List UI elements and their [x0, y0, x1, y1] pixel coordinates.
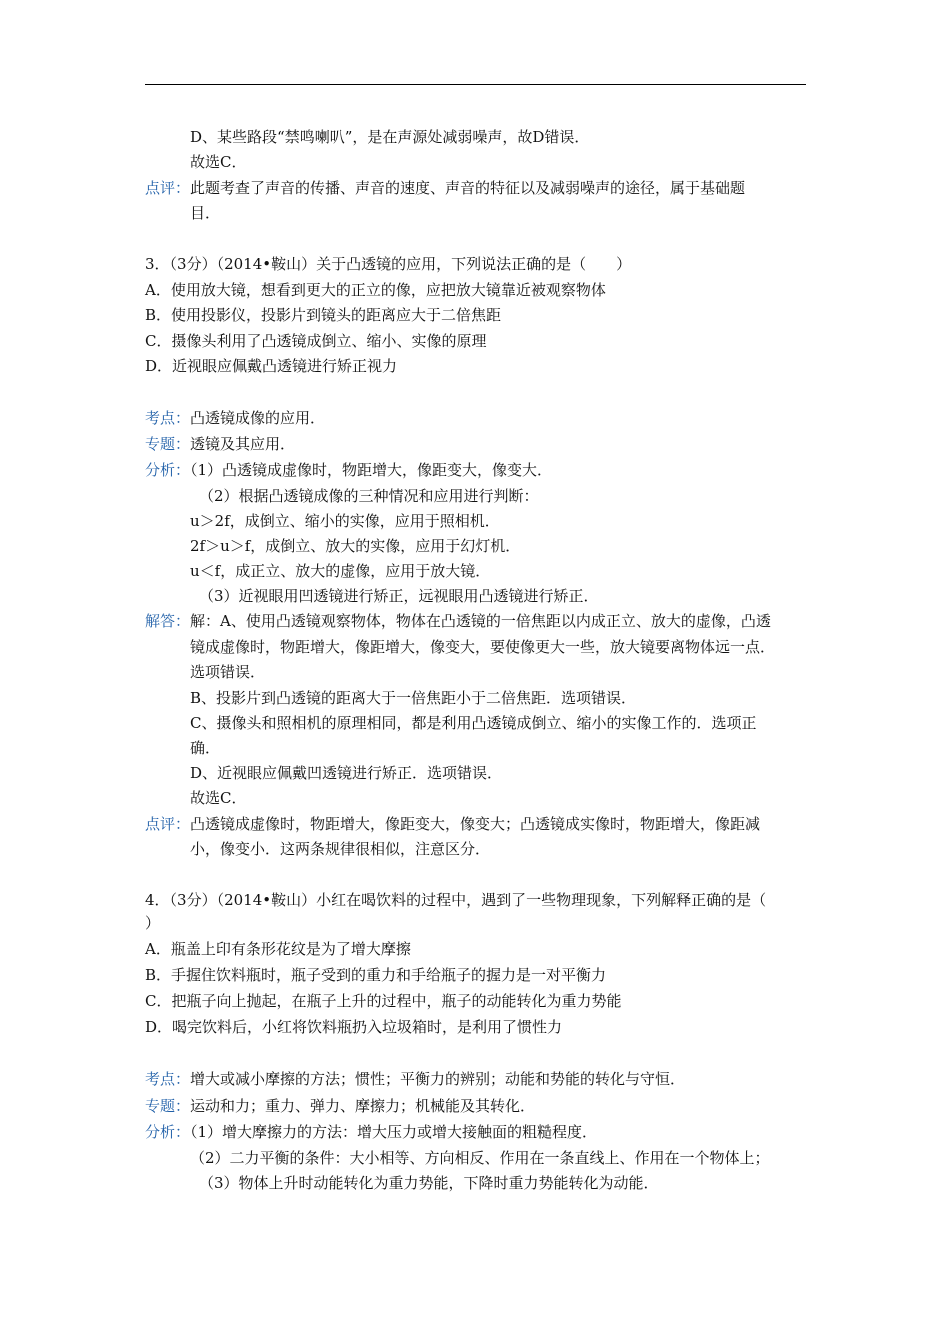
zhuanti-text: 运动和力；重力、弹力、摩擦力；机械能及其转化． — [190, 1097, 536, 1115]
comment-label: 点评： — [145, 179, 191, 197]
kaodian-label: 考点： — [145, 409, 191, 427]
jieda-label: 解答： — [145, 612, 191, 630]
jieda-text: 解：A、使用凸透镜观察物体，物体在凸透镜的一倍焦距以内成正立、放大的虚像，凸透 — [190, 612, 771, 630]
q3-fenxi — [145, 460, 552, 480]
q3-fenxi-line: （3）近视眼用凹透镜进行矫正，远视眼用凸透镜进行矫正． — [199, 587, 599, 605]
q3-dianping-line: 小，像变小．这两条规律很相似，注意区分． — [190, 840, 491, 858]
q3-option-a: A．使用放大镜，想看到更大的正立的像，应把放大镜靠近被观察物体 — [145, 281, 606, 299]
q3-jieda — [145, 611, 771, 631]
q4-kaodian — [145, 1069, 685, 1089]
fenxi-label: 分析： — [145, 1123, 191, 1141]
zhuanti-label: 专题： — [145, 435, 191, 453]
q3-option-d: D．近视眼应佩戴凸透镜进行矫正视力 — [145, 357, 398, 375]
q4-fenxi — [145, 1122, 597, 1142]
dianping-label: 点评： — [145, 815, 191, 833]
header-rule — [145, 84, 806, 85]
prev-comment — [145, 178, 745, 198]
prev-comment-cont: 目． — [190, 204, 221, 222]
q3-stem: 3．（3分）（2014•鞍山）关于凸透镜的应用，下列说法正确的是（ ） — [145, 255, 632, 273]
q3-fenxi-line: 2f＞u＞f，成倒立、放大的实像，应用于幻灯机． — [190, 537, 521, 555]
kaodian-label: 考点： — [145, 1070, 191, 1088]
q4-stem: 4．（3分）（2014•鞍山）小红在喝饮料的过程中，遇到了一些物理现象，下列解释正确的是（ — [145, 891, 767, 909]
q3-kaodian — [145, 408, 325, 428]
prev-answer-choice: 故选C． — [190, 153, 247, 171]
q3-jieda-line: 选项错误． — [190, 663, 266, 681]
q4-option-c: C．把瓶子向上抛起，在瓶子上升的过程中，瓶子的动能转化为重力势能 — [145, 992, 622, 1010]
fenxi-text: （1）凸透镜成虚像时，物距增大，像距变大，像变大． — [190, 461, 553, 479]
zhuanti-label: 专题： — [145, 1097, 191, 1115]
dianping-text: 凸透镜成虚像时，物距增大，像距变大，像变大；凸透镜成实像时，物距增大，像距减 — [190, 815, 761, 833]
q4-stem-cont: ） — [145, 914, 161, 932]
q4-fenxi-line: （2）二力平衡的条件：大小相等、方向相反、作用在一条直线上、作用在一个物体上； — [190, 1149, 770, 1167]
kaodian-text: 增大或减小摩擦的方法；惯性；平衡力的辨别；动能和势能的转化与守恒． — [190, 1070, 686, 1088]
q3-jieda-line: B、投影片到凸透镜的距离大于一倍焦距小于二倍焦距．选项错误． — [190, 689, 637, 707]
q3-jieda-line: 镜成虚像时，物距增大，像距增大，像变大，要使像更大一些，放大镜要离物体远一点． — [190, 638, 776, 656]
q4-option-a: A．瓶盖上印有条形花纹是为了增大摩擦 — [145, 940, 411, 958]
q3-fenxi-line: u＜f，成正立、放大的虚像，应用于放大镜． — [190, 562, 491, 580]
q3-jieda-line: 故选C． — [190, 789, 247, 807]
q3-zhuanti — [145, 434, 295, 454]
q3-fenxi-line: u＞2f，成倒立、缩小的实像，应用于照相机． — [190, 512, 500, 530]
q4-fenxi-line: （3）物体上升时动能转化为重力势能，下降时重力势能转化为动能． — [199, 1174, 659, 1192]
prev-answer-d: D、某些路段“禁鸣喇叭”，是在声源处减弱噪声，故D错误． — [190, 128, 590, 146]
q3-dianping — [145, 814, 760, 834]
q3-jieda-line: C、摄像头和照相机的原理相同，都是利用凸透镜成倒立、缩小的实像工作的．选项正 — [190, 714, 757, 732]
q4-option-b: B．手握住饮料瓶时，瓶子受到的重力和手给瓶子的握力是一对平衡力 — [145, 966, 607, 984]
q3-option-c: C．摄像头利用了凸透镜成倒立、缩小、实像的原理 — [145, 332, 487, 350]
zhuanti-text: 透镜及其应用． — [190, 435, 296, 453]
fenxi-text: （1）增大摩擦力的方法：增大压力或增大接触面的粗糙程度． — [190, 1123, 598, 1141]
kaodian-text: 凸透镜成像的应用． — [190, 409, 326, 427]
q3-option-b: B．使用投影仪，投影片到镜头的距离应大于二倍焦距 — [145, 306, 502, 324]
q4-zhuanti — [145, 1096, 535, 1116]
comment-text: 此题考查了声音的传播、声音的速度、声音的特征以及减弱噪声的途径，属于基础题 — [190, 179, 746, 197]
q3-jieda-line: D、近视眼应佩戴凹透镜进行矫正．选项错误． — [190, 764, 503, 782]
q3-jieda-line: 确． — [190, 739, 221, 757]
q3-fenxi-line: （2）根据凸透镜成像的三种情况和应用进行判断： — [199, 487, 539, 505]
fenxi-label: 分析： — [145, 461, 191, 479]
q4-option-d: D．喝完饮料后，小红将饮料瓶扔入垃圾箱时，是利用了惯性力 — [145, 1018, 563, 1036]
